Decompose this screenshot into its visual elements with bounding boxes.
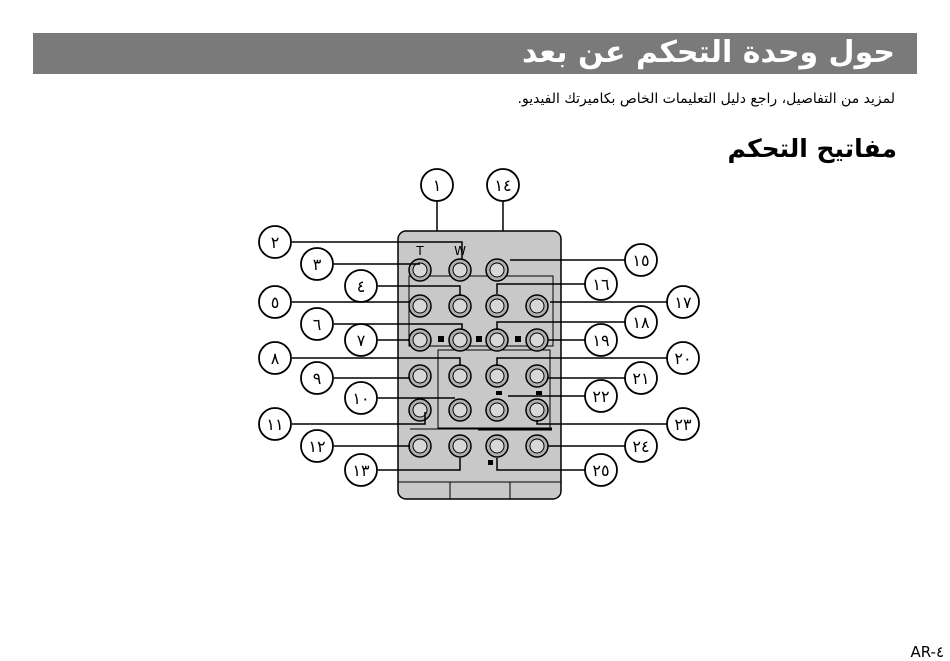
callout-number: ١ bbox=[432, 176, 442, 195]
callout-number: ٢٥ bbox=[592, 461, 610, 480]
callout-number: ٢٣ bbox=[674, 415, 692, 434]
zoom-w-label: W bbox=[454, 244, 466, 258]
remote-button-center bbox=[490, 333, 504, 347]
callout-number: ٩ bbox=[312, 369, 322, 388]
remote-button-center bbox=[530, 333, 544, 347]
remote-button-center bbox=[453, 403, 467, 417]
callout-number: ٢١ bbox=[632, 369, 650, 388]
callout-number: ٢ bbox=[270, 233, 280, 252]
small-mark bbox=[496, 391, 502, 395]
remote-button-center bbox=[453, 439, 467, 453]
callout-number: ٦ bbox=[312, 315, 322, 334]
remote-button-center bbox=[490, 403, 504, 417]
small-mark bbox=[488, 460, 493, 465]
remote-button-center bbox=[413, 439, 427, 453]
remote-button-center bbox=[413, 299, 427, 313]
callout-number: ١٣ bbox=[352, 461, 370, 480]
callout-number: ١٧ bbox=[674, 293, 692, 312]
forward-mark bbox=[476, 336, 482, 342]
callout-number: ٥ bbox=[270, 293, 280, 312]
callout-number: ١٨ bbox=[632, 313, 650, 332]
remote-button-center bbox=[490, 439, 504, 453]
page-title: حول وحدة التحكم عن بعد bbox=[522, 35, 895, 70]
intro-text: لمزيد من التفاصيل، راجع دليل التعليمات الخاص بكاميرتك الفيديو. bbox=[517, 91, 895, 107]
zoom-t-label: T bbox=[416, 244, 424, 258]
callout-number: ٢٠ bbox=[674, 349, 692, 368]
remote-button-center bbox=[453, 333, 467, 347]
remote-button-center bbox=[490, 369, 504, 383]
remote-button-center bbox=[530, 439, 544, 453]
remote-button-center bbox=[490, 263, 504, 277]
callout-number: ٣ bbox=[312, 255, 322, 274]
remote-button-center bbox=[453, 263, 467, 277]
remote-button-center bbox=[413, 263, 427, 277]
remote-button-center bbox=[413, 333, 427, 347]
small-mark bbox=[536, 391, 542, 395]
remote-button-center bbox=[530, 369, 544, 383]
callout-number: ٤ bbox=[356, 277, 366, 296]
reverse-mark bbox=[438, 336, 444, 342]
callout-number: ٢٤ bbox=[632, 437, 650, 456]
callout-number: ٨ bbox=[270, 349, 280, 368]
remote-button-center bbox=[530, 403, 544, 417]
callout-number: ١٥ bbox=[632, 251, 650, 270]
remote-button-center bbox=[453, 369, 467, 383]
up-mark bbox=[515, 336, 521, 342]
callout-number: ٧ bbox=[356, 331, 366, 350]
callout-number: ١٤ bbox=[494, 176, 512, 195]
callout-number: ١٠ bbox=[352, 389, 370, 408]
section-heading: مفاتيح التحكم bbox=[727, 134, 897, 163]
page-number: AR-٤ bbox=[910, 643, 944, 661]
callout-number: ٢٢ bbox=[592, 387, 610, 406]
callout-number: ١٩ bbox=[592, 331, 610, 350]
callout-number: ١٢ bbox=[308, 437, 326, 456]
remote-button-center bbox=[413, 369, 427, 383]
remote-button-center bbox=[490, 299, 504, 313]
remote-button-center bbox=[530, 299, 544, 313]
callout-number: ١٦ bbox=[592, 275, 610, 294]
remote-button-center bbox=[453, 299, 467, 313]
callout-number: ١١ bbox=[266, 415, 284, 434]
